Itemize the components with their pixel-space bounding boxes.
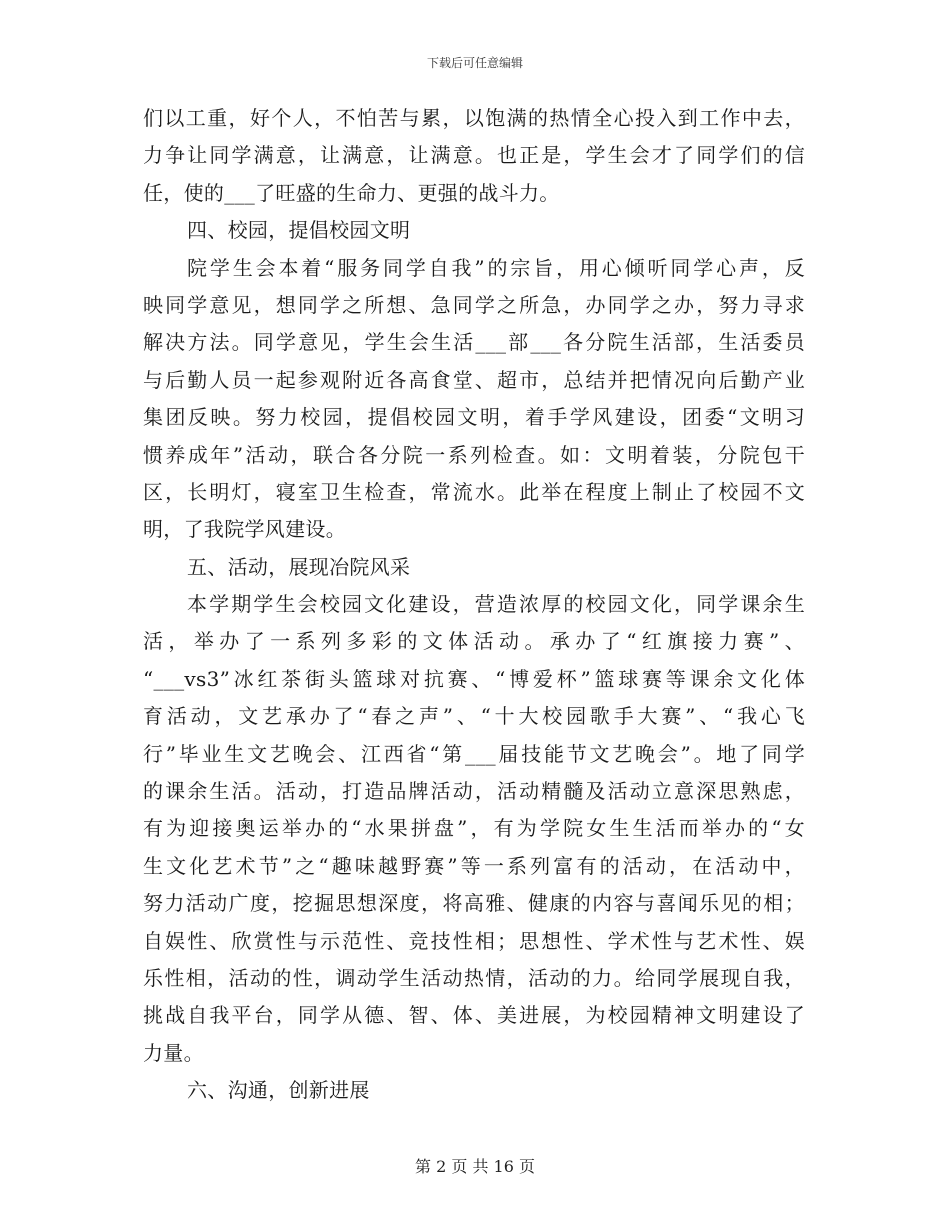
paragraph-line: 映同学意见，想同学之所想、急同学之所急，办同学之办，努力寻求 [143,292,805,317]
paragraph-line: 的课余生活。活动，打造品牌活动，活动精髓及活动立意深思熟虑， [143,779,805,804]
paragraph-line: 与后勤人员一起参观附近各高食堂、超市，总结并把情况向后勤产业 [143,367,805,392]
paragraph-line: 生文化艺术节”之“趣味越野赛”等一系列富有的活动，在活动中， [143,853,805,878]
paragraph-line: 自娱性、欣赏性与示范性、竞技性相；思想性、学术性与艺术性、娱 [143,928,805,953]
paragraph-line: 区，长明灯，寝室卫生检查，常流水。此举在程度上制止了校园不文 [143,479,805,504]
paragraph-line: 力争让同学满意，让满意，让满意。也正是，学生会才了同学们的信 [143,143,805,168]
paragraph-line: 任，使的___了旺盛的生命力、更强的战斗力。 [143,180,560,205]
paragraph-line: 有为迎接奥运举办的“水果拼盘”，有为学院女生生活而举办的“女 [143,816,805,841]
paragraph-line: 集团反映。努力校园，提倡校园文明，着手学风建设，团委“文明习 [143,405,805,430]
paragraph-line: 本学期学生会校园文化建设，营造浓厚的校园文化，同学课余生 [187,592,805,617]
paragraph-line: 明，了我院学风建设。 [143,517,346,542]
paragraph-line: 院学生会本着“服务同学自我”的宗旨，用心倾听同学心声，反 [187,255,805,280]
paragraph-line: 努力活动广度，挖掘思想深度，将高雅、健康的内容与喜闻乐见的相； [143,891,805,916]
page-header: 下载后可任意编辑 [426,56,523,70]
section-heading: 四、校园，提倡校园文明 [187,218,411,243]
paragraph-line: 乐性相，活动的性，调动学生活动热情，活动的力。给同学展现自我， [143,965,805,990]
paragraph-line: 力量。 [143,1040,204,1065]
page-number-footer: 第 2 页 共 16 页 [415,1157,535,1176]
paragraph-line: 活，举办了一系列多彩的文体活动。承办了“红旗接力赛”、 [143,629,805,654]
section-heading: 五、活动，展现冶院风采 [187,554,411,579]
paragraph-line: 惯养成年”活动，联合各分院一系列检查。如：文明着装，分院包干 [143,442,805,467]
paragraph-line: 解决方法。同学意见，学生会生活___部___各分院生活部，生活委员 [143,330,805,355]
paragraph-line: 育活动，文艺承办了“春之声”、“十大校园歌手大赛”、“我心飞 [143,704,805,729]
document-body [143,100,805,1110]
paragraph-line: 挑战自我平台，同学从德、智、体、美进展，为校园精神文明建设了 [143,1003,805,1028]
paragraph-line: 们以工重，好个人，不怕苦与累，以饱满的热情全心投入到工作中去， [143,106,805,130]
section-heading: 六、沟通，创新进展 [187,1078,370,1103]
paragraph-line: 行”毕业生文艺晚会、江西省“第___届技能节文艺晚会”。地了同学 [143,741,805,766]
paragraph-line: “___vs3”冰红茶街头篮球对抗赛、“博爱杯”篮球赛等课余文化体 [143,666,805,691]
